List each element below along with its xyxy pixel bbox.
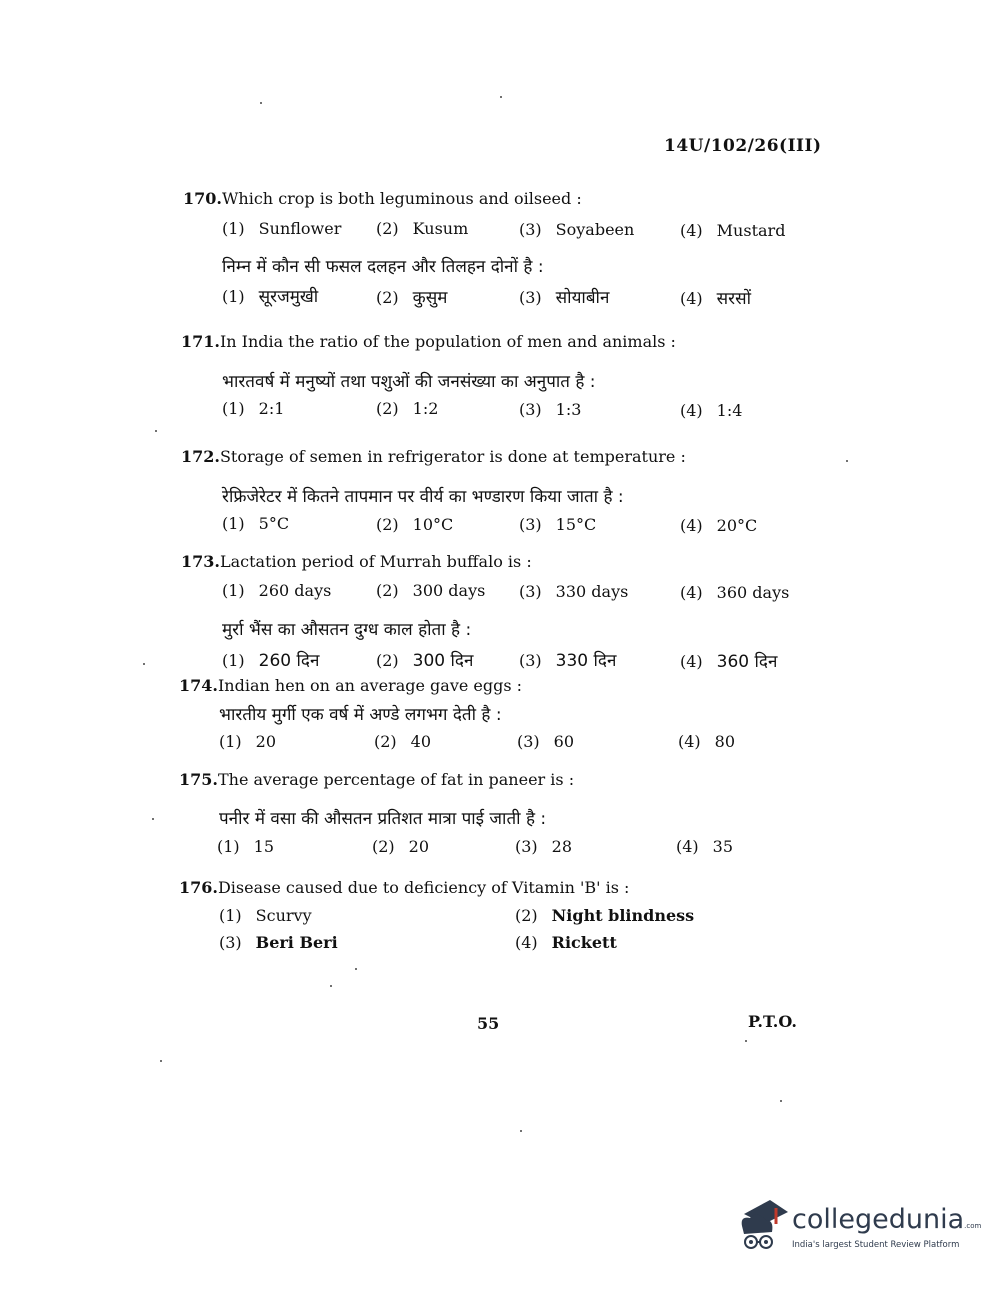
option-1-hi: (1) सूरजमुखी bbox=[222, 287, 319, 307]
option-3: (3) Soyabeen bbox=[519, 220, 635, 239]
option-2: (2) 20 bbox=[372, 837, 430, 856]
option-2: (2) 1:2 bbox=[376, 399, 439, 418]
mascot-icon bbox=[736, 1196, 790, 1256]
scan-speck bbox=[260, 102, 262, 104]
option-4: (4) 20°C bbox=[680, 516, 758, 535]
scan-speck bbox=[846, 460, 848, 462]
question-number: 174. bbox=[179, 676, 218, 695]
brand-name: collegedunia.com bbox=[792, 1204, 982, 1235]
question-176 bbox=[179, 878, 629, 897]
question-175 bbox=[179, 770, 574, 789]
question-text-en: Indian hen on an average gave eggs : bbox=[217, 676, 523, 695]
paper-code: 14U/102/26(III) bbox=[664, 136, 822, 156]
pto-label: P.T.O. bbox=[748, 1012, 797, 1031]
question-text-en: Lactation period of Murrah buffalo is : bbox=[219, 552, 532, 571]
option-1: (1) Sunflower bbox=[222, 219, 342, 238]
question-number: 175. bbox=[179, 770, 218, 789]
question-text-en: In India the ratio of the population of men and animals : bbox=[219, 332, 676, 351]
scan-speck bbox=[152, 818, 154, 820]
page-number: 55 bbox=[477, 1014, 500, 1033]
question-number: 171. bbox=[181, 332, 220, 351]
option-2: (2) 300 days bbox=[376, 581, 486, 600]
question-170 bbox=[183, 189, 582, 208]
question-text-hi: रेफ्रिजेरेटर में कितने तापमान पर वीर्य का भण्डारण किया जाता है : bbox=[222, 487, 624, 507]
option-3: (3) 330 days bbox=[519, 582, 629, 601]
brand-tagline: India's largest Student Review Platform bbox=[792, 1240, 960, 1250]
question-171 bbox=[181, 332, 676, 351]
option-4: (4) Rickett bbox=[515, 933, 617, 952]
question-number: 170. bbox=[183, 189, 222, 208]
question-number: 173. bbox=[181, 552, 220, 571]
option-2: (2) Night blindness bbox=[515, 906, 695, 925]
option-4: (4) 35 bbox=[676, 837, 734, 856]
option-4: (4) Mustard bbox=[680, 221, 786, 240]
scan-speck bbox=[330, 985, 332, 987]
collegedunia-watermark bbox=[736, 1196, 982, 1260]
option-3-hi: (3) 330 दिन bbox=[519, 651, 617, 671]
question-172 bbox=[181, 447, 686, 466]
question-173 bbox=[181, 552, 532, 571]
option-3: (3) 28 bbox=[515, 837, 573, 856]
option-4: (4) 360 days bbox=[680, 583, 790, 602]
option-2: (2) 10°C bbox=[376, 515, 454, 534]
option-4-hi: (4) सरसों bbox=[680, 289, 752, 309]
option-4-hi: (4) 360 दिन bbox=[680, 652, 778, 672]
question-text-hi: भारतवर्ष में मनुष्यों तथा पशुओं की जनसंख्या का अनुपात है : bbox=[222, 372, 596, 392]
question-text-hi: मुर्रा भैंस का औसतन दुग्ध काल होता है : bbox=[222, 620, 472, 640]
option-1: (1) 260 days bbox=[222, 581, 332, 600]
option-1: (1) 2:1 bbox=[222, 399, 285, 418]
scan-speck bbox=[355, 968, 357, 970]
option-3: (3) 1:3 bbox=[519, 400, 582, 419]
option-1-hi: (1) 260 दिन bbox=[222, 651, 320, 671]
option-3: (3) 15°C bbox=[519, 515, 597, 534]
option-1: (1) 5°C bbox=[222, 514, 290, 533]
option-4: (4) 80 bbox=[678, 732, 736, 751]
option-1: (1) 15 bbox=[217, 837, 275, 856]
question-text-hi: भारतीय मुर्गी एक वर्ष में अण्डे लगभग देती है : bbox=[219, 705, 502, 725]
question-text-hi: पनीर में वसा की औसतन प्रतिशत मात्रा पाई जाती है : bbox=[219, 809, 547, 829]
question-text-en: The average percentage of fat in paneer is : bbox=[217, 770, 575, 789]
option-3: (3) 60 bbox=[517, 732, 575, 751]
option-4: (4) 1:4 bbox=[680, 401, 743, 420]
option-3: (3) Beri Beri bbox=[219, 933, 338, 952]
option-2: (2) 40 bbox=[374, 732, 432, 751]
question-text-en: Which crop is both leguminous and oilseed : bbox=[221, 189, 582, 208]
question-text-hi: निम्न में कौन सी फसल दलहन और तिलहन दोनों है : bbox=[222, 257, 544, 277]
question-text-en: Storage of semen in refrigerator is done at temperature : bbox=[219, 447, 686, 466]
scan-speck bbox=[780, 1100, 782, 1102]
option-2-hi: (2) 300 दिन bbox=[376, 651, 474, 671]
scan-speck bbox=[155, 430, 157, 432]
scan-speck bbox=[745, 1040, 747, 1042]
scan-speck bbox=[520, 1130, 522, 1132]
option-2-hi: (2) कुसुम bbox=[376, 288, 448, 308]
option-1: (1) 20 bbox=[219, 732, 277, 751]
option-2: (2) Kusum bbox=[376, 219, 469, 238]
question-number: 176. bbox=[179, 878, 218, 897]
question-number: 172. bbox=[181, 447, 220, 466]
question-text-en: Disease caused due to deficiency of Vitamin 'B' is : bbox=[217, 878, 630, 897]
scan-speck bbox=[160, 1060, 162, 1062]
option-3-hi: (3) सोयाबीन bbox=[519, 288, 610, 308]
question-174 bbox=[179, 676, 522, 695]
option-1: (1) Scurvy bbox=[219, 906, 312, 925]
scan-speck bbox=[500, 96, 502, 98]
scan-speck bbox=[143, 663, 145, 665]
